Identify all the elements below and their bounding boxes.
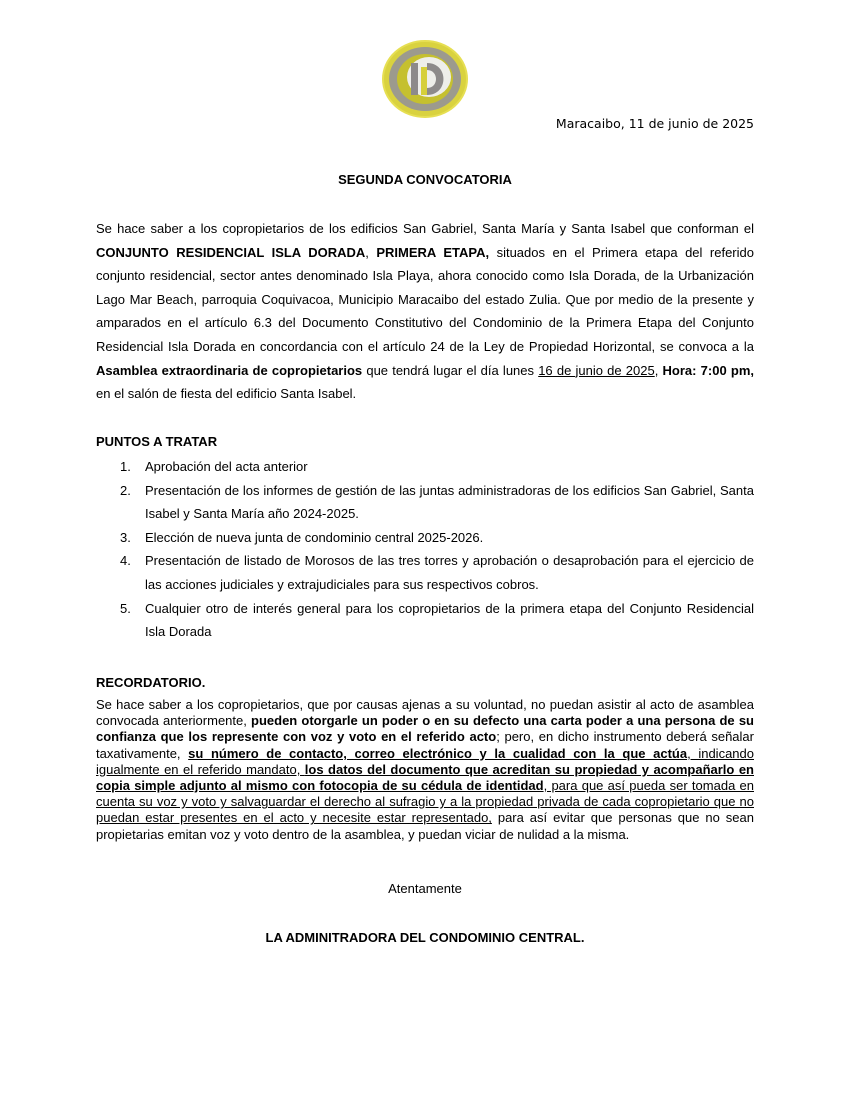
condominium-logo-icon bbox=[377, 33, 474, 123]
reminder-heading: RECORDATORIO. bbox=[96, 675, 206, 690]
signature-block: LA ADMINITRADORA DEL CONDOMINIO CENTRAL. bbox=[265, 930, 585, 945]
stage-name: PRIMERA ETAPA, bbox=[376, 244, 490, 260]
intro-text: Se hace saber a los copropietarios de los edificios San Gabriel, Santa María y Santa Isabel que conforman el bbox=[96, 221, 754, 236]
letter-date: Maracaibo, 11 de junio de 2025 bbox=[555, 116, 754, 131]
agenda-list bbox=[96, 455, 754, 644]
list-item: 2. Presentación de los informes de gestión de las juntas administradoras de los edificios San Gabriel, Santa Isabel y Santa María año 2024-2025. bbox=[120, 482, 754, 522]
list-item: 4. Presentación de listado de Morosos de las tres torres y aprobación o desaprobación para el ejercicio de las acciones judiciales y extrajudiciales para sus respectivos cobros. bbox=[120, 553, 754, 592]
intro-text: en el salón de fiesta del edificio Santa Isabel. bbox=[96, 386, 357, 402]
proxy-notice: pueden otorgarle un poder o en su defecto una carta poder a una persona de su confianza que los represente con voz y voto en el referido acto bbox=[96, 713, 754, 745]
intro-text: que tendrá lugar el día lunes bbox=[362, 362, 539, 378]
document-requirement: los datos del documento que acreditan su propiedad y acompañarlo en copia simple adjunto al mismo con fotocopia de su cédula de identidad bbox=[96, 761, 754, 794]
agenda-heading: PUNTOS A TRATAR bbox=[96, 434, 218, 449]
intro-text: , bbox=[654, 362, 663, 378]
complex-name: CONJUNTO RESIDENCIAL ISLA DORADA bbox=[96, 244, 366, 260]
contact-requirement: su número de contacto, correo electrónico y la cualidad con la que actúa bbox=[188, 745, 688, 761]
convocation-paragraph bbox=[96, 217, 754, 406]
meeting-time: Hora: 7:00 pm, bbox=[662, 362, 754, 378]
document-title: SEGUNDA CONVOCATORIA bbox=[338, 172, 512, 187]
list-item: 3. Elección de nueva junta de condominio central 2025-2026. bbox=[120, 529, 484, 545]
intro-text: situados en el Primera etapa del referido conjunto residencial, sector antes denominado Isla Playa, ahora conocido como Isla Dorada, de la Urbanización Lago Mar Beach, parroquia Coquivacoa, Municipio Maracaibo del estado Zulia. Que por medio de la presente y amparados en el artículo 6.3 del Documento Constitutivo del Condominio de la Primera Etapa del Conjunto Residencial Isla Dorada en concordancia con el artículo 24 de la Ley de Propiedad Horizontal, se convoca a la bbox=[96, 244, 754, 354]
closing-salutation: Atentamente bbox=[388, 881, 462, 896]
assembly-type: Asamblea extraordinaria de copropietarios bbox=[96, 362, 363, 378]
reminder-paragraph: Se hace saber a los copropietarios, que por causas ajenas a su voluntad, no puedan asistir al acto de asamblea convocada anteriormente, pueden otorgarle un poder o en su defecto una carta poder a una persona de su confianza que los represente con voz y voto en el referido acto; pero, en dicho instrumento deberá señalar taxativamente, su número de contacto, correo electrónico y la cualidad con la que actúa, indicando igualmente en el referido mandato, los datos del documento que acreditan su propiedad y acompañarlo en copia simple adjunto al mismo con fotocopia de su cédula de identidad, para que así pueda ser tomada en cuenta su voz y voto y salvaguardar el derecho al sufragio y a la propiedad privada de cada copropietario que no puedan estar presentes en el acto y necesite estar representado, para así evitar que personas que no sean propietarias emitan voz y voto dentro de la asamblea, y puedan viciar de nulidad a la misma. bbox=[96, 697, 754, 842]
meeting-date: 16 de junio de 2025 bbox=[538, 362, 655, 378]
list-item: 5. Cualquier otro de interés general para los copropietarios de la primera etapa del Conjunto Residencial Isla Dorada bbox=[120, 600, 754, 640]
list-item: 1. Aprobación del acta anterior bbox=[120, 459, 308, 474]
intro-text: , bbox=[365, 244, 377, 260]
